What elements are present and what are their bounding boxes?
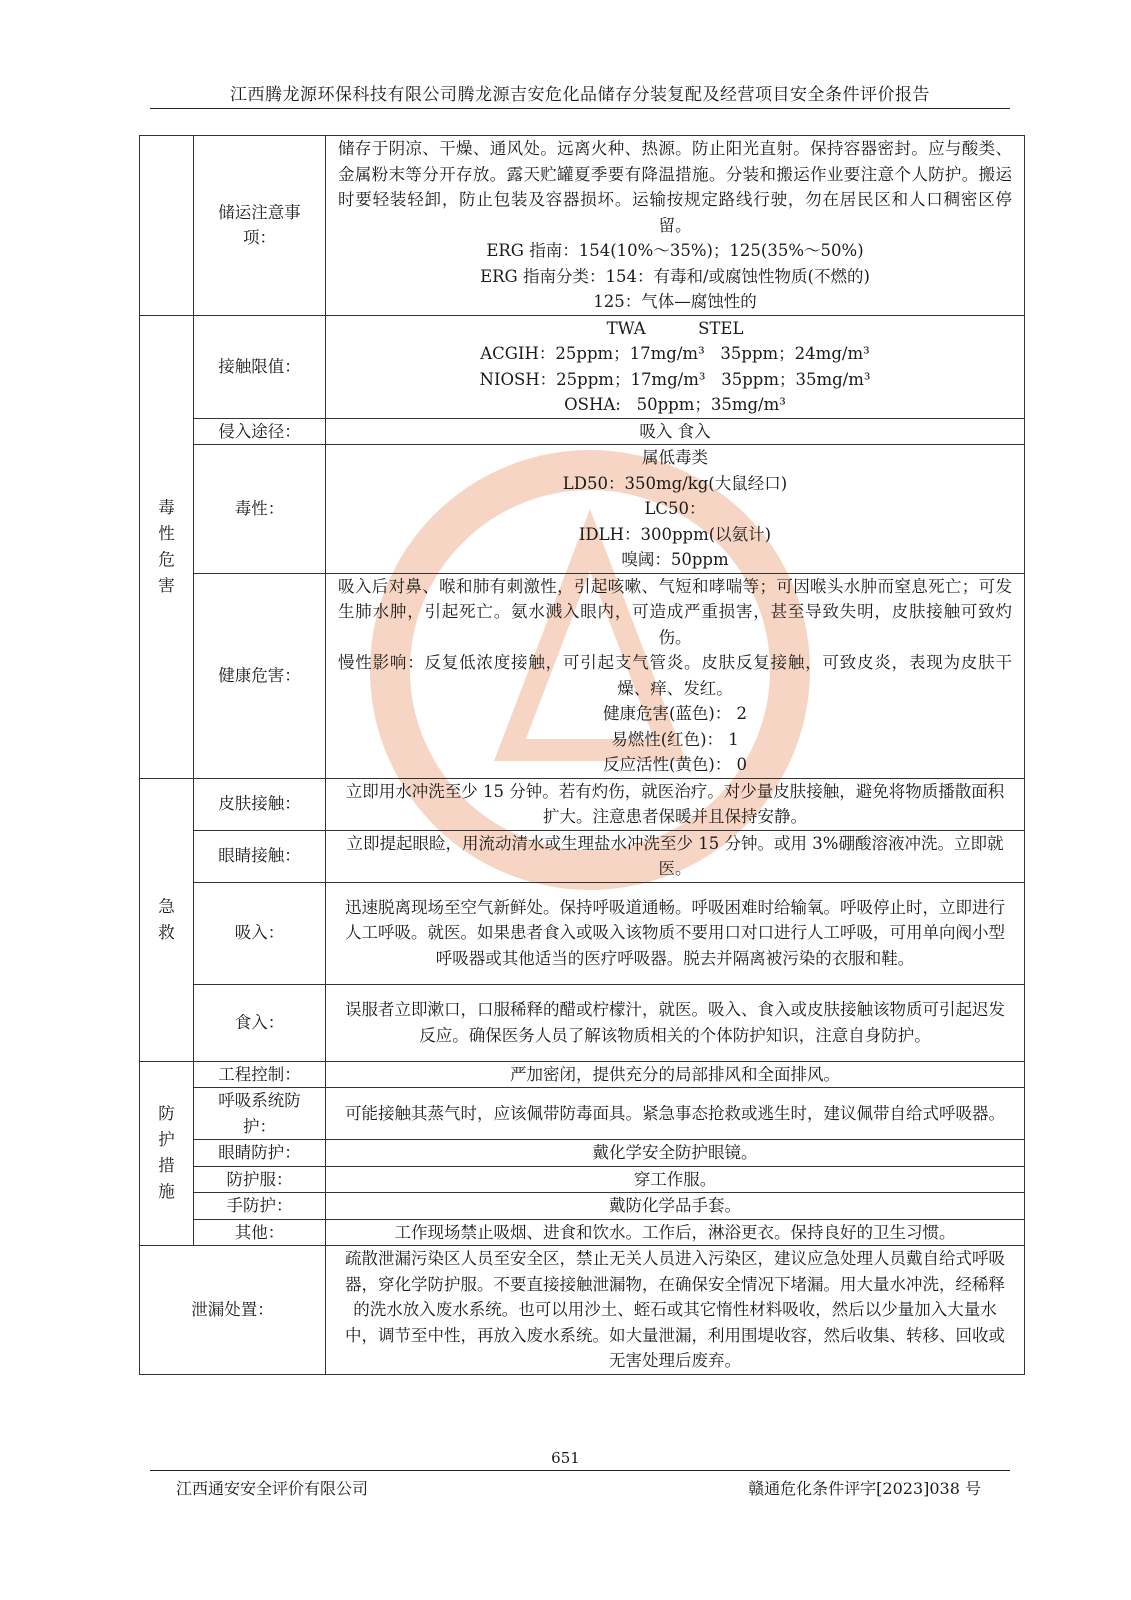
storage-content bbox=[326, 136, 1025, 316]
exposure-line: NIOSH：25ppm；17mg/m³ 35ppm；35mg/m³ bbox=[479, 369, 871, 389]
toxicity-content bbox=[326, 445, 1025, 574]
table-row-eye-protection bbox=[140, 1140, 1025, 1167]
respiratory-value: 可能接触其蒸气时，应该佩带防毒面具。紧急事态抢救或逃生时，建议佩带自给式呼吸器。 bbox=[326, 1088, 1025, 1140]
category-char: 施 bbox=[158, 1182, 175, 1202]
route-label: 侵入途径： bbox=[194, 418, 326, 445]
table-row-ingest bbox=[140, 984, 1025, 1061]
hand-value: 戴防化学品手套。 bbox=[326, 1193, 1025, 1220]
footer-company: 江西通安安全评价有限公司 bbox=[176, 1479, 369, 1498]
category-char: 护 bbox=[158, 1130, 175, 1150]
inhale-label: 吸入： bbox=[194, 882, 326, 984]
header-rule bbox=[150, 108, 1010, 109]
storage-label: 储运注意事项： bbox=[194, 136, 326, 316]
category-char: 性 bbox=[158, 523, 175, 543]
clothing-label: 防护服： bbox=[194, 1166, 326, 1193]
engineering-value: 严加密闭，提供充分的局部排风和全面排风。 bbox=[326, 1061, 1025, 1088]
ingest-value: 误服者立即漱口，口服稀释的醋或柠檬汁，就医。吸入、食入或皮肤接触该物质可引起迟发反应。确保医务人员了解该物质相关的个体防护知识，注意自身防护。 bbox=[326, 984, 1025, 1061]
eye-protection-label: 眼睛防护： bbox=[194, 1140, 326, 1167]
report-header-title: 江西腾龙源环保科技有限公司腾龙源吉安危化品储存分装复配及经营项目安全条件评价报告 bbox=[230, 85, 930, 105]
table-row-storage bbox=[140, 136, 1025, 316]
footer-document-number: 赣通危化条件评字[2023]038 号 bbox=[748, 1479, 981, 1498]
table-row-respiratory bbox=[140, 1088, 1025, 1140]
inhale-value: 迅速脱离现场至空气新鲜处。保持呼吸道通畅。呼吸困难时给输氧。呼吸停止时，立即进行人工呼吸。就医。如果患者食入或吸入该物质不要用口对口进行人工呼吸，可用单向阀小型呼吸器或其他适当的医疗呼吸器。脱去并隔离被污染的衣服和鞋。 bbox=[326, 882, 1025, 984]
table-row-engineering bbox=[140, 1061, 1025, 1088]
skin-value: 立即用水冲洗至少 15 分钟。若有灼伤，就医治疗。对少量皮肤接触，避免将物质播散面积扩大。注意患者保暖并且保持安静。 bbox=[326, 778, 1025, 830]
firstaid-category bbox=[140, 778, 194, 1061]
table-row-hand bbox=[140, 1193, 1025, 1220]
eye-label: 眼睛接触： bbox=[194, 830, 326, 882]
toxicity-label: 毒性： bbox=[194, 445, 326, 574]
msds-table bbox=[139, 135, 1025, 1375]
health-line: 慢性影响：反复低浓度接触，可引起支气管炎。皮肤反复接触，可致皮炎，表现为皮肤干燥、痒、发红。 bbox=[338, 653, 1012, 698]
health-rating: 健康危害(蓝色)： 2 bbox=[602, 704, 748, 723]
exposure-line: TWA STEL bbox=[606, 318, 744, 338]
storage-text: 储存于阴凉、干燥、通风处。远离火种、热源。防止阳光直射。保持容器密封。应与酸类、金属粉末等分开存放。露天贮罐夏季要有降温措施。分装和搬运作业要注意个人防护。搬运时要轻装轻卸，防止包装及容器损坏。运输按规定路线行驶，勿在居民区和人口稠密区停留。 bbox=[338, 139, 1012, 235]
health-content bbox=[326, 573, 1025, 778]
footer-rule bbox=[150, 1470, 1010, 1471]
other-label: 其他： bbox=[194, 1219, 326, 1246]
reactivity-rating: 反应活性(黄色)： 0 bbox=[602, 755, 748, 774]
table-row-route bbox=[140, 418, 1025, 445]
engineering-label: 工程控制： bbox=[194, 1061, 326, 1088]
health-label: 健康危害： bbox=[194, 573, 326, 778]
table-row-toxicity bbox=[140, 445, 1025, 574]
exposure-line: ACGIH：25ppm；17mg/m³ 35ppm；24mg/m³ bbox=[480, 344, 870, 363]
empty-category-cell bbox=[140, 136, 194, 316]
category-char: 救 bbox=[158, 922, 175, 942]
table-row-skin bbox=[140, 778, 1025, 830]
exposure-label: 接触限值： bbox=[194, 315, 326, 418]
storage-erg-class-2: 125：气体—腐蚀性的 bbox=[593, 292, 757, 311]
category-char: 害 bbox=[158, 575, 175, 595]
category-char: 防 bbox=[158, 1104, 175, 1124]
flammability-rating: 易燃性(红色)： 1 bbox=[611, 729, 739, 749]
category-char: 危 bbox=[158, 549, 175, 569]
storage-erg: ERG 指南：154(10%～35%)；125(35%～50%) bbox=[486, 241, 864, 260]
exposure-line: OSHA: 50ppm；35mg/m³ bbox=[564, 395, 786, 414]
skin-label: 皮肤接触： bbox=[194, 778, 326, 830]
storage-erg-class: ERG 指南分类：154：有毒和/或腐蚀性物质(不燃的) bbox=[480, 266, 870, 286]
category-char: 毒 bbox=[158, 497, 175, 517]
table-row-exposure bbox=[140, 315, 1025, 418]
route-value: 吸入 食入 bbox=[326, 418, 1025, 445]
health-line: 吸入后对鼻、喉和肺有刺激性，引起咳嗽、气短和哮喘等；可因喉头水肿而窒息死亡；可发生肺水肿，引起死亡。氨水溅入眼内，可造成严重损害，甚至导致失明，皮肤接触可致灼伤。 bbox=[338, 576, 1012, 647]
clothing-value: 穿工作服。 bbox=[326, 1166, 1025, 1193]
respiratory-label: 呼吸系统防护： bbox=[194, 1088, 326, 1140]
table-row-inhale bbox=[140, 882, 1025, 984]
toxicity-line: 嗅阈：50ppm bbox=[621, 550, 729, 569]
table-row-eye bbox=[140, 830, 1025, 882]
category-char: 急 bbox=[158, 896, 175, 916]
leak-label: 泄漏处置： bbox=[140, 1246, 326, 1375]
category-char: 措 bbox=[158, 1156, 175, 1176]
table-row-other bbox=[140, 1219, 1025, 1246]
toxicity-line: 属低毒类 bbox=[642, 448, 708, 467]
protection-category bbox=[140, 1061, 194, 1246]
table-row-health bbox=[140, 573, 1025, 778]
exposure-content bbox=[326, 315, 1025, 418]
hand-label: 手防护： bbox=[194, 1193, 326, 1220]
toxicity-line: LC50： bbox=[644, 499, 706, 518]
other-value: 工作现场禁止吸烟、进食和饮水。工作后，淋浴更衣。保持良好的卫生习惯。 bbox=[326, 1219, 1025, 1246]
leak-value: 疏散泄漏污染区人员至安全区，禁止无关人员进入污染区，建议应急处理人员戴自给式呼吸器，穿化学防护服。不要直接接触泄漏物，在确保安全情况下堵漏。用大量水冲洗，经稀释的洗水放入废水系统。也可以用沙土、蛭石或其它惰性材料吸收，然后以少量加入大量水中，调节至中性，再放入废水系统。如大量泄漏，利用围堤收容，然后收集、转移、回收或无害处理后废弃。 bbox=[326, 1246, 1025, 1375]
toxicity-category bbox=[140, 315, 194, 778]
ingest-label: 食入： bbox=[194, 984, 326, 1061]
table-row-clothing bbox=[140, 1166, 1025, 1193]
toxicity-line: LD50：350mg/kg(大鼠经口) bbox=[562, 473, 788, 493]
eye-protection-value: 戴化学安全防护眼镜。 bbox=[326, 1140, 1025, 1167]
page-number: 651 bbox=[551, 1449, 580, 1467]
eye-value: 立即提起眼睑，用流动清水或生理盐水冲洗至少 15 分钟。或用 3%硼酸溶液冲洗。立即就医。 bbox=[326, 830, 1025, 882]
table-row-leak bbox=[140, 1246, 1025, 1375]
toxicity-line: IDLH：300ppm(以氨计) bbox=[578, 524, 772, 544]
